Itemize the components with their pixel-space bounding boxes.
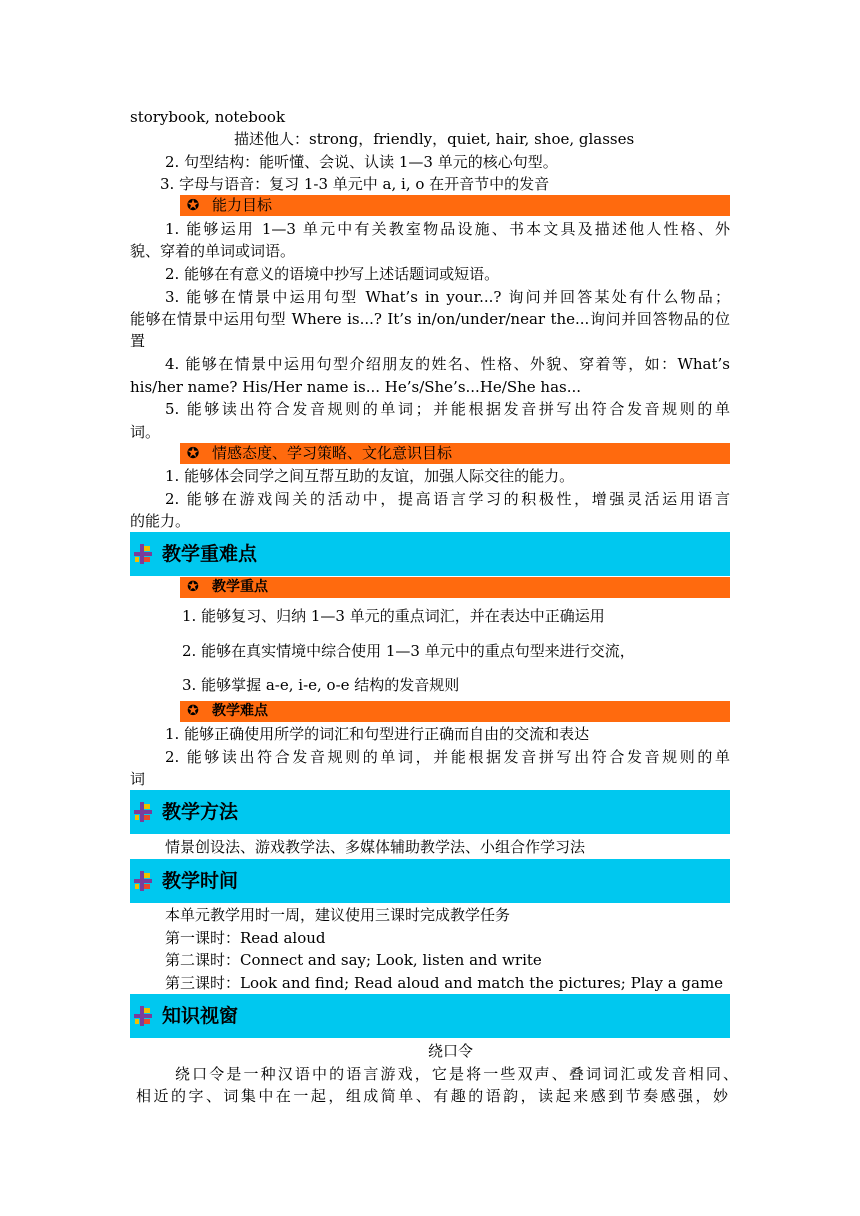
- sentence-structure-line: 2. 句型结构：能听懂、会说、认读 1—3 单元的核心句型。: [165, 153, 558, 171]
- key-points-label: 教学重点: [212, 579, 268, 595]
- book-stack-icon: [134, 1006, 152, 1026]
- key-item-1: 1. 能够复习、归纳 1—3 单元的重点词汇，并在表达中正确运用: [182, 607, 605, 625]
- star-icon: ✪: [186, 444, 200, 462]
- difficult-item-1: 1. 能够正确使用所学的词汇和句型进行正确而自由的交流和表达: [165, 725, 590, 743]
- tongue-twister-title: 绕口令: [428, 1042, 474, 1060]
- emotion-goals-bar: [180, 443, 730, 464]
- star-icon: ✪: [187, 703, 199, 719]
- star-icon: ✪: [186, 196, 200, 214]
- lesson-2: 第二课时：Connect and say; Look, listen and write: [165, 951, 542, 969]
- vocab-line: storybook, notebook: [130, 108, 286, 126]
- key-item-2: 2. 能够在真实情境中综合使用 1—3 单元中的重点句型来进行交流，: [182, 642, 635, 660]
- describe-line: 描述他人：strong，friendly，quiet, hair, shoe, glasses: [234, 130, 635, 148]
- book-stack-icon: [134, 802, 152, 822]
- difficult-item-2-cont: 词: [130, 770, 146, 788]
- tongue-twister-para-2: 相近的字、词集中在一起，组成简单、有趣的语韵，读起来感到节奏感强，妙: [136, 1087, 728, 1105]
- ability-item-1: 1. 能够运用 1—3 单元中有关教室物品设施、书本文具及描述他人性格、外: [165, 220, 730, 238]
- lesson-1: 第一课时：Read aloud: [165, 929, 326, 947]
- ability-item-1-cont: 貌、穿着的单词或词语。: [130, 242, 296, 260]
- ability-item-4-cont: his/her name? His/Her name is... He’s/She’s...He/She has...: [130, 378, 582, 396]
- emotion-item-2: 2. 能够在游戏闯关的活动中，提高语言学习的积极性，增强灵活运用语言: [165, 490, 730, 508]
- key-points-bar: [180, 577, 730, 598]
- time-summary: 本单元教学用时一周，建议使用三课时完成教学任务: [165, 906, 511, 924]
- section-method: [130, 790, 730, 834]
- tongue-twister-para-1: 绕口令是一种汉语中的语言游戏，它是将一些双声、叠词词汇或发音相同、: [175, 1065, 738, 1083]
- emotion-item-2-cont: 的能力。: [130, 512, 191, 530]
- section-title: 教学方法: [162, 801, 239, 823]
- section-title: 教学时间: [162, 870, 239, 892]
- ability-item-4: 4. 能够在情景中运用句型介绍朋友的姓名、性格、外貌、穿着等，如：What’s: [165, 355, 730, 373]
- ability-item-2: 2. 能够在有意义的语境中抄写上述话题词或短语。: [165, 265, 500, 283]
- lesson-3: 第三课时：Look and find; Read aloud and match the pictures; Play a game: [165, 974, 724, 992]
- ability-item-5-cont: 词。: [130, 423, 161, 441]
- difficult-points-label: 教学难点: [212, 703, 268, 719]
- book-stack-icon: [134, 871, 152, 891]
- section-time: [130, 859, 730, 903]
- section-key-difficult: [130, 532, 730, 576]
- book-stack-icon: [134, 544, 152, 564]
- ability-item-3-cont: 能够在情景中运用句型 Where is...? It’s in/on/under/near the...询问并回答物品的位: [130, 310, 730, 328]
- ability-item-5: 5. 能够读出符合发音规则的单词；并能根据发音拼写出符合发音规则的单: [165, 400, 730, 418]
- section-title: 知识视窗: [162, 1005, 239, 1027]
- emotion-goals-label: 情感态度、学习策略、文化意识目标: [212, 444, 453, 462]
- emotion-item-1: 1. 能够体会同学之间互帮互助的友谊，加强人际交往的能力。: [165, 467, 575, 485]
- ability-item-3-end: 置: [130, 332, 146, 350]
- ability-goals-bar: [180, 195, 730, 216]
- ability-goals-label: 能力目标: [212, 196, 273, 214]
- difficult-points-bar: [180, 701, 730, 722]
- star-icon: ✪: [187, 579, 199, 595]
- section-knowledge: [130, 994, 730, 1038]
- ability-item-3: 3. 能够在情景中运用句型 What’s in your...? 询问并回答某处有什么物品；: [165, 288, 730, 306]
- section-title: 教学重难点: [162, 543, 258, 565]
- phonics-line: 3. 字母与语音：复习 1-3 单元中 a, i, o 在开音节中的发音: [160, 175, 550, 193]
- method-text: 情景创设法、游戏教学法、多媒体辅助教学法、小组合作学习法: [165, 838, 586, 856]
- key-item-3: 3. 能够掌握 a-e, i-e, o-e 结构的发音规则: [182, 676, 460, 694]
- difficult-item-2: 2. 能够读出符合发音规则的单词，并能根据发音拼写出符合发音规则的单: [165, 748, 730, 766]
